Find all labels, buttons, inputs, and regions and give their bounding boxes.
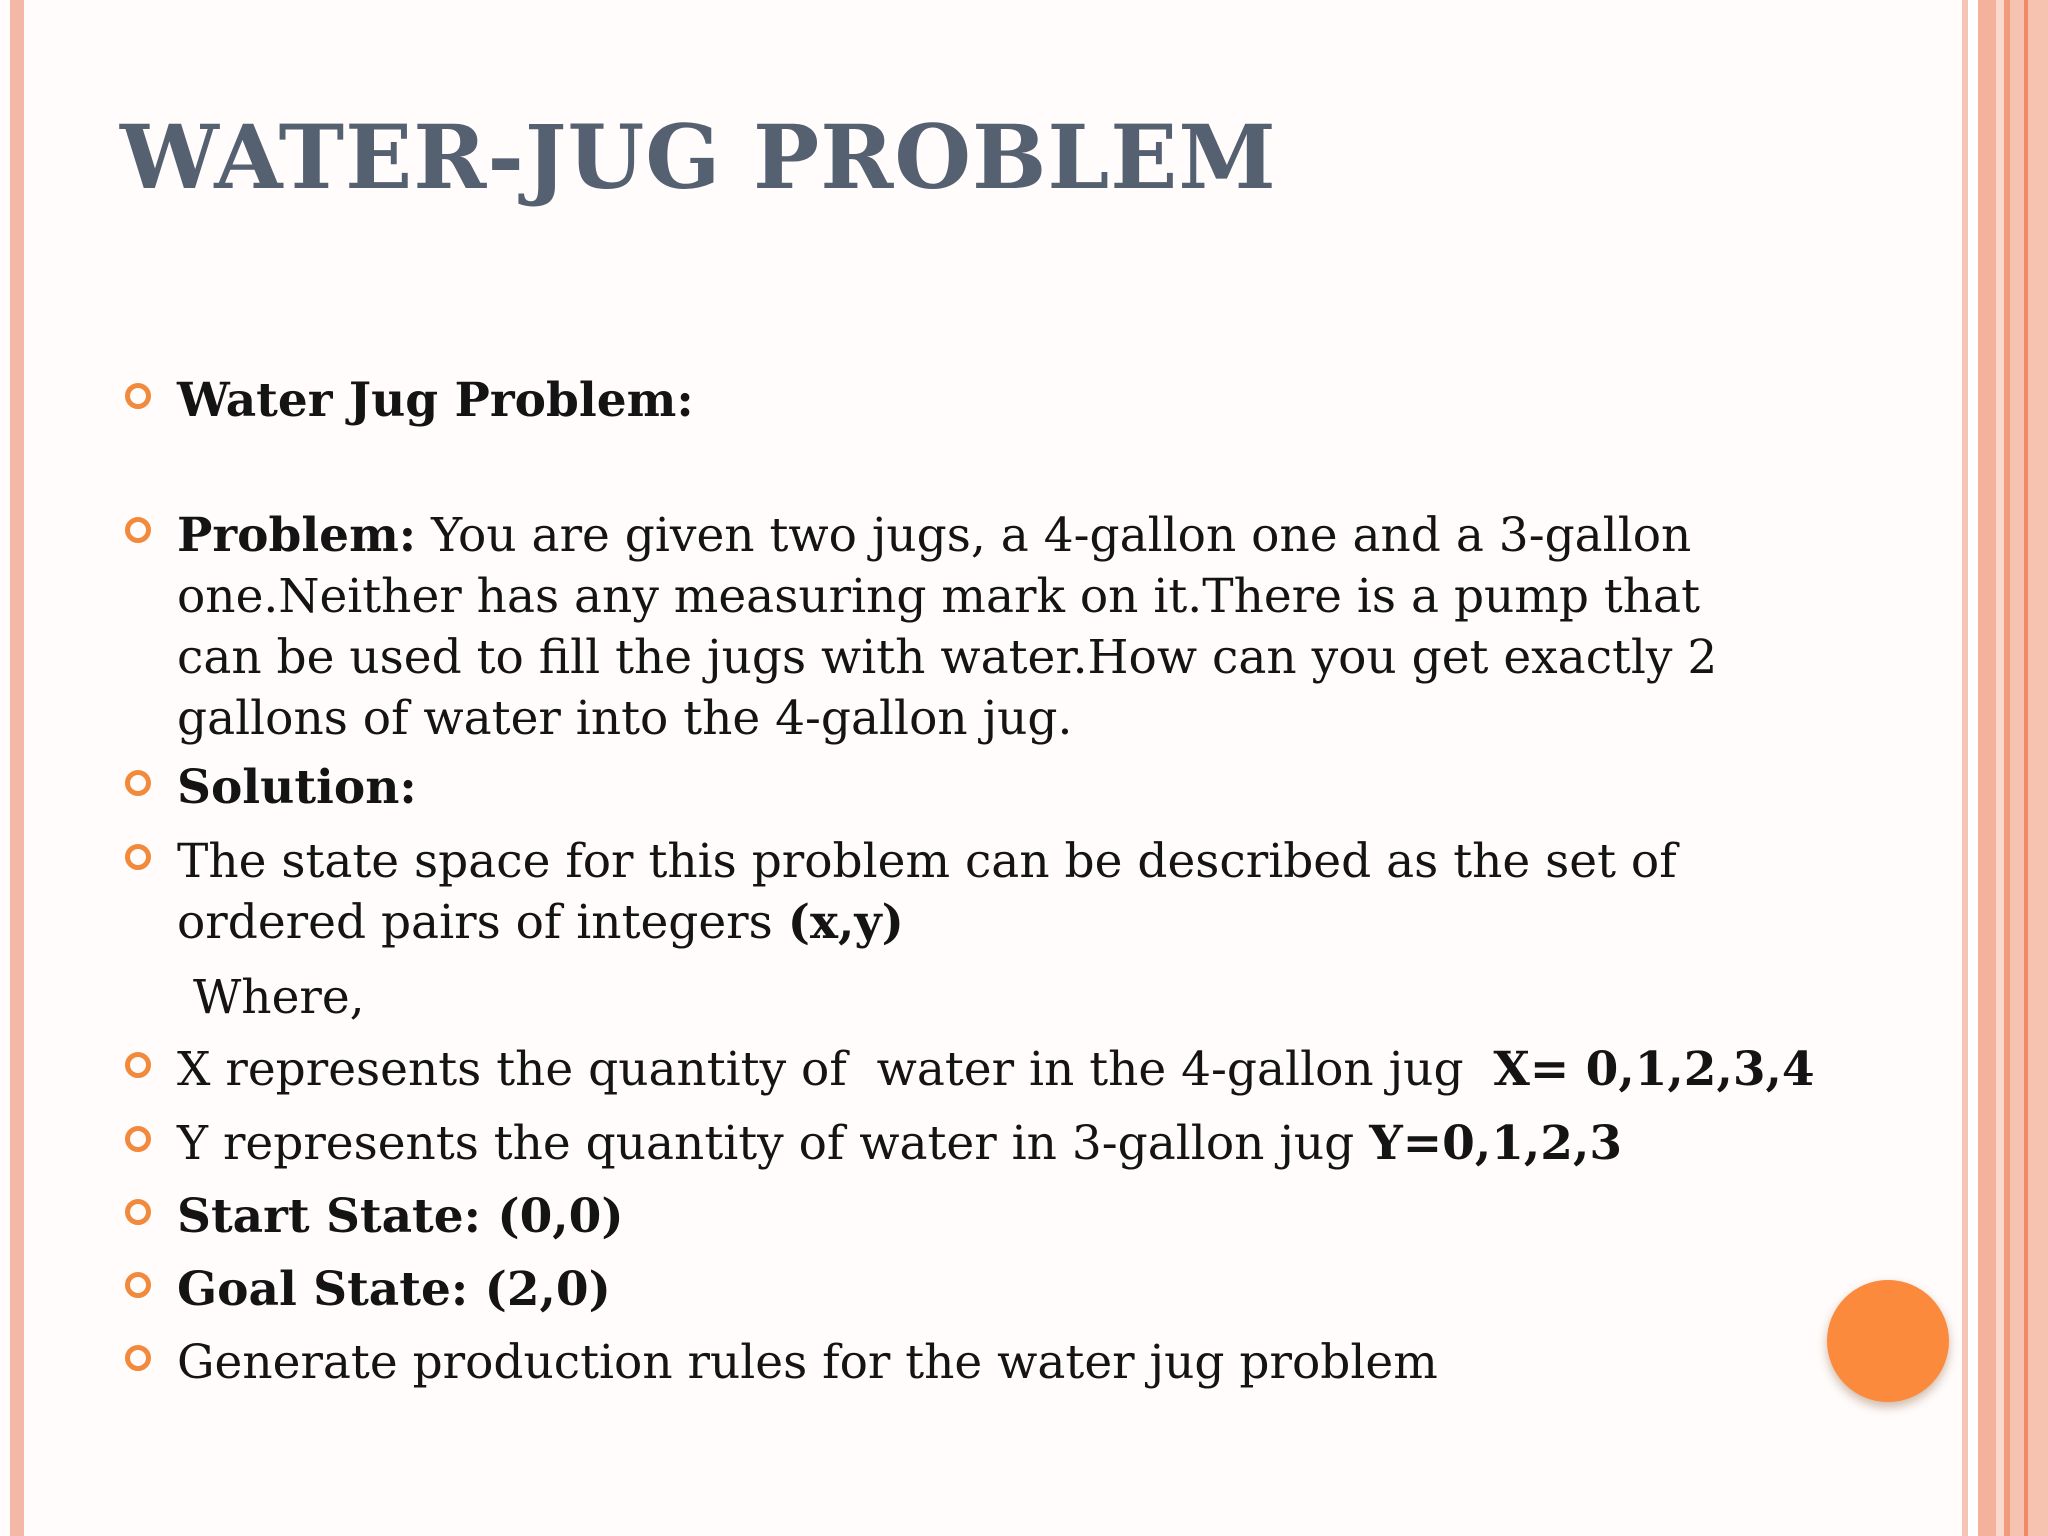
state-space-text: The state space for this problem can be described as the set of ordered pairs of integers <box>177 834 1677 950</box>
right-border-stripe <box>2024 0 2028 1536</box>
generate-text: Generate production rules for the water jug problem <box>177 1335 1438 1390</box>
bullet-icon <box>125 1052 151 1078</box>
bullet-icon <box>125 1199 151 1225</box>
heading-text: Water Jug Problem: <box>177 373 694 428</box>
bullet-icon <box>125 770 151 796</box>
solution-label: Solution: <box>177 760 417 815</box>
bullet-icon <box>125 1345 151 1371</box>
bullet-icon <box>125 844 151 870</box>
bullet-icon <box>125 383 151 409</box>
y-values: Y=0,1,2,3 <box>1369 1116 1623 1171</box>
right-border-stripe <box>1968 0 1978 1536</box>
bullet-item-heading <box>177 370 1737 431</box>
bullet-icon <box>125 1126 151 1152</box>
bullet-item-generate <box>177 1332 1737 1393</box>
bullet-item-state-space <box>177 831 1737 953</box>
x-description: X represents the quantity of water in the 4-gallon jug <box>177 1042 1494 1097</box>
start-state: Start State: (0,0) <box>177 1189 624 1244</box>
bullet-item-problem <box>177 505 1737 749</box>
right-border-stripe <box>1978 0 1996 1536</box>
right-border-stripe <box>2010 0 2048 1536</box>
right-border-stripe <box>1996 0 2004 1536</box>
bullet-item-solution <box>177 757 1737 818</box>
bullet-item-y <box>177 1113 1877 1174</box>
problem-label: Problem: <box>177 508 417 563</box>
goal-state: Goal State: (2,0) <box>177 1262 611 1317</box>
where-text: Where, <box>193 970 365 1025</box>
state-space-pair: (x,y) <box>787 895 904 950</box>
slide-title: WATER-JUG PROBLEM <box>120 105 1277 209</box>
x-values: X= 0,1,2,3,4 <box>1493 1042 1815 1097</box>
bullet-item-start-state <box>177 1186 1737 1247</box>
orange-circle-icon <box>1827 1280 1949 1402</box>
y-description: Y represents the quantity of water in 3-gallon jug <box>177 1116 1370 1171</box>
problem-text: You are given two jugs, a 4-gallon one and a 3-gallon one.Neither has any measuring mark on it.There is a pump that can be used to fill the jugs with water.How can you get exactly 2 gallons of water into the 4-gallon jug. <box>177 508 1718 746</box>
bullet-icon <box>125 1272 151 1298</box>
bullet-icon <box>125 517 151 543</box>
bullet-item-x <box>177 1039 1877 1100</box>
bullet-item-goal-state <box>177 1259 1737 1320</box>
